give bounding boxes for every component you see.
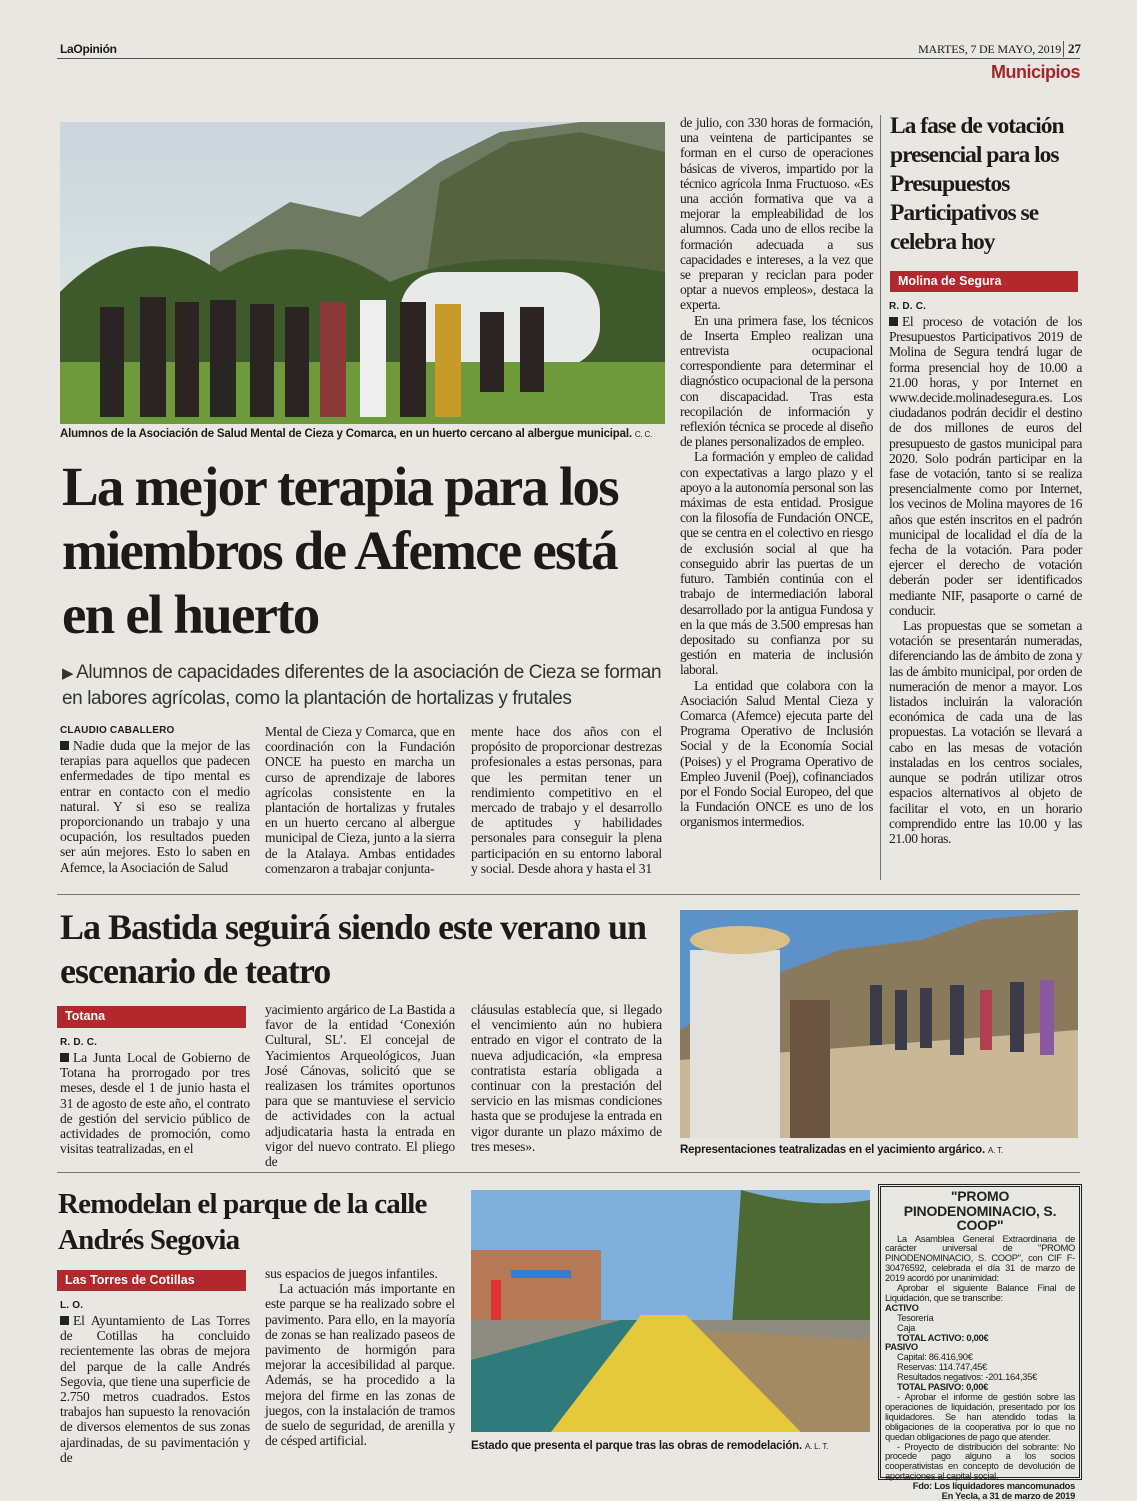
paragraph: La formación y empleo de calidad con expectativas a largo plazo y el apoyo a la autonomía personal son las máximas de esta entidad. Prosigue con la filosofía de Fundación ONCE, que se centra en el colectivo en riesgo de exclusión social al que ha conseguido abrir las puertas de un futuro. También continúa con el trabajo de intermediación laboral desarrollado por la antigua Fundosa y en la que más de 3.500 empresas han depositado su confianza por su gestión en materia de inclusión laboral. [680, 449, 873, 678]
paragraph: Mental de Cieza y Comarca, que en coordinación con la Fundación ONCE ha puesto en marcha un curso de aprendizaje de labores agrícolas consistente en la plantación de hortalizas y frutales en un huerto cercano al albergue municipal de Cieza, junto a la sierra de la Atalaya. Ambas entidades comenzaron a trabajar conjunta- [265, 724, 455, 876]
huerto-group-photo [60, 122, 665, 424]
paragraph: yacimiento argárico de La Bastida a favor de la entidad ‘Conexión Cultural, SL’. El concejal de Yacimientos Arqueológicos, Juan José Cánovas, solicitó que se realizasen los trámites oportunos para que se mantuviese el servicio de actividades con la actual adjudicataria hasta la entrada en vigor del nuevo contrato. El pliego de [265, 1002, 455, 1170]
caption-text: Representaciones teatralizadas en el yacimiento argárico. [680, 1144, 985, 1156]
byline: R. D. C. [889, 301, 927, 312]
page-number: 27 [1063, 41, 1081, 57]
ad-place-date: En Yecla, a 31 de marzo de 2019 [941, 1490, 1075, 1501]
paragraph: de julio, con 330 horas de formación, una veintena de participantes se forman en el curso de operaciones básicas de viveros, impartido por la técnico agrícola Inma Fructuoso. «Es una acción formativa que va a mejorar la empleabilidad de los alumnos. Cada uno de ellos recibe la formación adecuada a sus capacidades e intereses, a la vez que se preparan y reciclan para poder optar a nuevos empleos», destaca la experta. [680, 115, 873, 313]
ad-title: "PROMO PINODENOMINACIO, S. COOP" [903, 1188, 1057, 1233]
section-label-torres: Las Torres de Cotillas [57, 1270, 246, 1291]
ad-tesoreria: Tesorería [897, 1311, 934, 1323]
article3-column-2 [265, 1266, 455, 1448]
article1-column-4 [680, 115, 873, 830]
section-divider [57, 894, 1080, 895]
paragraph: Las propuestas que se sometan a votación se presentarán numeradas, diferenciando las de ámbito de zona y las de ámbito municipal, por orden de numeración de menor a mayor. Los listados incluirán la valoración económica de cada una de las propuestas. La votación se llevará a cabo en las mesas de votación instaladas en los centros sociales, aunque se podrán utilizar otros espacios alternativos al objeto de facilitar el voto, en un horario comprendido entre las 10.00 y las 21.00 horas. [889, 618, 1082, 846]
ad-total-pasivo: TOTAL PASIVO: 0,00€ [897, 1381, 989, 1393]
paragraph: El Ayuntamiento de Las Torres de Cotillas ha concluido recientemente las obras de mejora del parque de la calle Andrés Segovia, que tiene una superficie de 2.750 metros cuadrados. Estos trabajos han supuesto la renovación de diversos elementos de sus zonas ajardinadas, de su pavimentación y de [60, 1313, 250, 1465]
ad-signature: Fdo: Los liquidadores mancomunados [912, 1480, 1075, 1492]
byline: L. O. [60, 1300, 84, 1311]
ad-intro: La Asamblea General Extraordinaria de carácter universal de "PROMO PINODENOMINACIO, S. COOP", con CIF F-30476592, celebrada el día 31 de marzo de 2019 acordó por unanimidad: [885, 1232, 1075, 1284]
ad-reservas: Reservas: 114.747,45€ [897, 1361, 987, 1373]
column-divider [880, 115, 881, 880]
newspaper-logo: LaOpinión [60, 42, 117, 56]
paragraph: La Junta Local de Gobierno de Totana ha prorrogado por tres meses, desde el 1 de junio hasta el 31 de agosto de este año, el contrato de gestión del servicio público de actividades de promoción, como visitas teatralizadas, en el [60, 1050, 250, 1157]
paragraph: En una primera fase, los técnicos de Inserta Empleo realizan una entrevista ocupacional correspondiente para determinar el diagnóstico ocupacional de la persona con discapacidad. Tras esta recopilación de información y reflexión técnica se procede al diseño de planes personalizados de empleo. [680, 312, 873, 450]
sidebar-headline: La fase de votación presencial para los Presupuestos Participativos se celebra hoy [890, 113, 1064, 255]
main-headline: La mejor terapia para los miembros de Afemce está en el huerto [62, 456, 618, 645]
ad-resultados: Resultados negativos: -201.164,35€ [897, 1371, 1037, 1383]
subheadline: ▶ Alumnos de capacidades diferentes de la asociación de Cieza se forman en labores agrícolas, como la plantación de hortalizas y frutales [62, 660, 672, 711]
byline: R. D. C. [60, 1037, 98, 1048]
photo-credit: A. L. T. [805, 1442, 829, 1451]
ad-capital: Capital: 86.416,90€ [897, 1351, 973, 1363]
paragraph: La actuación más importante en este parque se ha realizado sobre el pavimento. Para ello, en la mayoría de zonas se han realizado paseos de pavimento de hormigón para mejorar la accesibilidad al parque. Además, se ha procedido a la mejora del firme en las zonas de juegos, con la instalación de tramos de suelo de seguridad, de arenilla y de césped artificial. [265, 1281, 455, 1449]
theatre-photo [680, 910, 1078, 1138]
ad-caja: Caja [897, 1321, 916, 1333]
ad-point-2: - Proyecto de distribución del sobrante: No procede pago alguno a los socios cooperativistas en concepto de devolución de aportaciones al capital social. [885, 1440, 1075, 1482]
photo-credit: A. T. [988, 1146, 1003, 1155]
section-divider [57, 1172, 1080, 1173]
ad-approve: Aprobar el siguiente Balance Final de Liquidación, que se transcribe: [885, 1282, 1075, 1303]
photo-caption [680, 1144, 1003, 1156]
bastida-headline: La Bastida seguirá siendo este verano un escenario de teatro [60, 907, 647, 991]
paragraph: Nadie duda que la mejor de las terapias para aquellos que padecen enfermedades de tipo mental es entrar en contacto con el medio natural. Y si eso se realiza proporcionando un trabajo y una ocupación, los resultados pueden ser aún mejores. Esto lo saben en Afemce, la Asociación de Salud [60, 738, 250, 875]
paragraph: El proceso de votación de los Presupuestos Participativos 2019 de Molina de Segura tendrá lugar de forma presencial hoy de 10.00 a 21.00 horas, y por Internet en www.decide.molinadesegura.es. Los ciudadanos podrán decidir el destino de dos millones de euros del presupuesto de gastos municipal para 2020. Solo podrán participar en la fase de votación, tanto si se realiza presencialmente como por Internet, los vecinos de Molina mayores de 16 años que estén inscritos en el padrón municipal de localidad el día de la fecha de la votación. Para poder ejercer el derecho de votación deberán poder ser identificados mediante NIF, pasaporte o carné de conducir. [889, 314, 1082, 618]
caption-text: Alumnos de la Asociación de Salud Mental de Cieza y Comarca, en un huerto cercano al albergue municipal. [60, 428, 632, 440]
paragraph: mente hace dos años con el propósito de proporcionar destrezas profesionales a estas personas, para que les permitan tener un rendimiento competitivo en el mercado de trabajo y el desarrollo de aptitudes y habilidades personales para conseguir la plena participación en su entorno laboral y social. Desde ahora y hasta el 31 [471, 724, 662, 876]
paragraph: cláusulas establecía que, si llegado el vencimiento aún no hubiera entrado en vigor el contrato de la nueva adjudicación, «la empresa contratista estaría obligada a continuar con la prestación del servicio en las mismas condiciones hasta que se produjese la entrada en vigor durante un plazo máximo de tres meses». [471, 1002, 662, 1154]
section-label-molina: Molina de Segura [890, 271, 1078, 292]
header-rule [57, 58, 1080, 59]
caption-text: Estado que presenta el parque tras las obras de remodelación. [471, 1440, 802, 1452]
ad-pasivo: PASIVO [885, 1341, 918, 1353]
article1-column-1 [60, 724, 250, 875]
legal-notice-ad [878, 1184, 1082, 1501]
article2-column-1 [60, 1036, 250, 1156]
article2-column-3 [471, 1002, 662, 1154]
parque-headline: Remodelan el parque de la calle Andrés Segovia [58, 1188, 427, 1256]
article1-column-3 [471, 724, 662, 876]
section-title: Municipios [991, 62, 1080, 82]
photo-caption [471, 1440, 828, 1452]
sidebar-body [889, 300, 1082, 846]
article3-column-1 [60, 1299, 250, 1465]
photo-credit: C. C. [634, 430, 653, 439]
article1-column-2 [265, 724, 455, 876]
byline: CLAUDIO CABALLERO [60, 725, 175, 736]
ad-total-activo: TOTAL ACTIVO: 0,00€ [897, 1331, 989, 1343]
ad-activo: ACTIVO [885, 1301, 919, 1313]
ad-point-1: - Aprobar el informe de gestión sobre las operaciones de liquidación, presentado por los liquidadores. Se han atendido todas la obligaciones de la cooperativa por lo que no quedan obligaciones de pago que atender. [885, 1391, 1075, 1442]
paragraph: La entidad que colabora con la Asociación Salud Mental Cieza y Comarca (Afemce) ejecuta parte del Programa Operativo de Inclusión Social y de la Economía Social (Poises) y el Programa Operativo de Empleo Juvenil (Poej), cofinanciados por el Fondo Social Europeo, del que la Fundación ONCE es uno de los organismos intermedios. [680, 677, 873, 830]
park-photo [471, 1190, 870, 1432]
paragraph: sus espacios de juegos infantiles. [265, 1266, 438, 1281]
issue-date: MARTES, 7 DE MAYO, 2019 [918, 42, 1061, 56]
photo-caption [60, 428, 652, 440]
article2-column-2 [265, 1002, 455, 1169]
section-label-totana: Totana [57, 1006, 246, 1028]
